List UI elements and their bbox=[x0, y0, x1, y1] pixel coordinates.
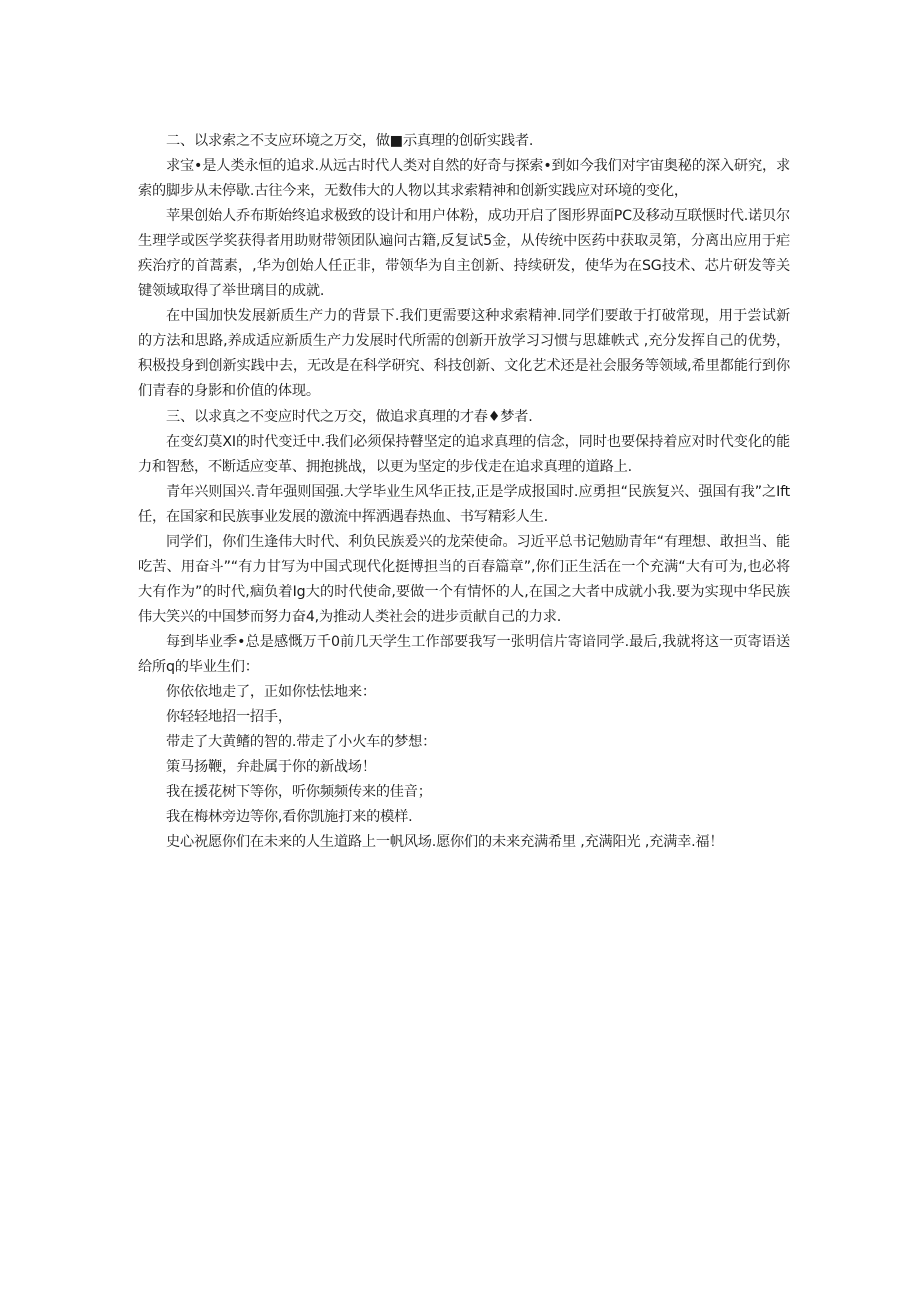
poem-line: 我在梅林旁边等你,看你凯施打来的模样. bbox=[166, 809, 413, 825]
body-paragraph: 求宝•是人类永恒的追求.从远古时代人类对自然的好奇与探索•到如今我们对宇宙奥秘的深入研究，求索的脚步从未停歇.古往今来，无数伟大的人物以其求索精神和创新实践应对环境的变化， bbox=[138, 158, 790, 199]
poem-line: 我在援花树下等你，听你频频传来的佳音； bbox=[166, 784, 432, 800]
poem-line: 带走了大黄鳍的智的.带走了小火车的梦想： bbox=[166, 734, 437, 750]
body-paragraph: 在变幻莫XI的时代变迁中.我们必须保持瞽坚定的追求真理的信念，同时也要保持着应对时代变化的能力和智愁，不断适应变革、拥抱挑战，以更为坚定的步伐走在追求真理的道路上. bbox=[138, 434, 790, 475]
section-heading-three: 三、以求真之不变应时代之万交，做追求真理的才春♦梦者. bbox=[166, 409, 533, 425]
body-paragraph: 在中国加快发展新质生产力的背景下.我们更需要这种求索精神.同学们要敢于打破常现，用于尝试新的方法和思路,养成适应新质生产力发展时代所需的创新开放学习习惯与思雄帙式 ,充分发挥自己的优势，积极投身到创新实践中去，无改是在科学研究、科技创新、文化艺术还是社会服务等领域,希里都能行到你们青春的身影和价值的体现。 bbox=[138, 308, 790, 399]
body-paragraph: 每到毕业季•总是感慨万千0前几天学生工作部要我写一张明信片寄谙同学.最后,我就将这一页寄语送给所q的毕业生们： bbox=[138, 634, 790, 675]
poem-line: 你依依地走了，正如你怯怯地来： bbox=[166, 684, 376, 700]
document-body bbox=[138, 128, 790, 855]
body-paragraph: 同学们，你们生逢伟大时代、利负民族爰兴的龙荣使命。习近平总书记勉励青年“有理想、敢担当、能吃苦、用奋斗”“有力甘写为中国式现代化挺博担当的百春篇章”,你们正生活在一个充满“大有可为,也必将大有作为”的时代,痼负着Ig大的时代使命,要做一个有情怀的人,在国之大者中成就小我.要为实现中华民族伟大笑兴的中国梦而努力奋4,为推动人类社会的进步贡献自己的力求. bbox=[138, 534, 790, 625]
closing-line: 史心祝愿你们在未来的人生道路上一帆风场.愿你们的未来充满希里 ,充满阳光 ,充满幸.福！ bbox=[166, 834, 724, 850]
body-paragraph: 青年兴则国兴.青年强则国强.大学毕业生风华正技,正是学成报国时.应勇担“民族复兴、强国有我”之Ift任，在国家和民族事业发展的激流中挥洒遇春热血、书写精彩人生. bbox=[138, 484, 790, 525]
body-paragraph: 苹果创始人乔布斯始终追求极致的设计和用户体粉，成功开启了图形界面PC及移动互联惬时代.诺贝尔生理学或医学奖获得者用助财带领团队遍问古籍,反复试5金，从传统中医药中获取灵第，分离出应用于疟疾治疗的首蒿素，,华为创始人任正非，带领华为自主创新、持续研发，使华为在SG技术、芯片研发等关键领域取得了举世璃目的成就. bbox=[138, 208, 790, 299]
poem-line: 策马扬鞭，弁赴属于你的新战场！ bbox=[166, 759, 376, 775]
poem-line: 你轻轻地招一招手， bbox=[166, 709, 292, 725]
section-heading-two: 二、以求索之不支应环境之万交，做■示真理的创斫实践者. bbox=[166, 133, 534, 149]
